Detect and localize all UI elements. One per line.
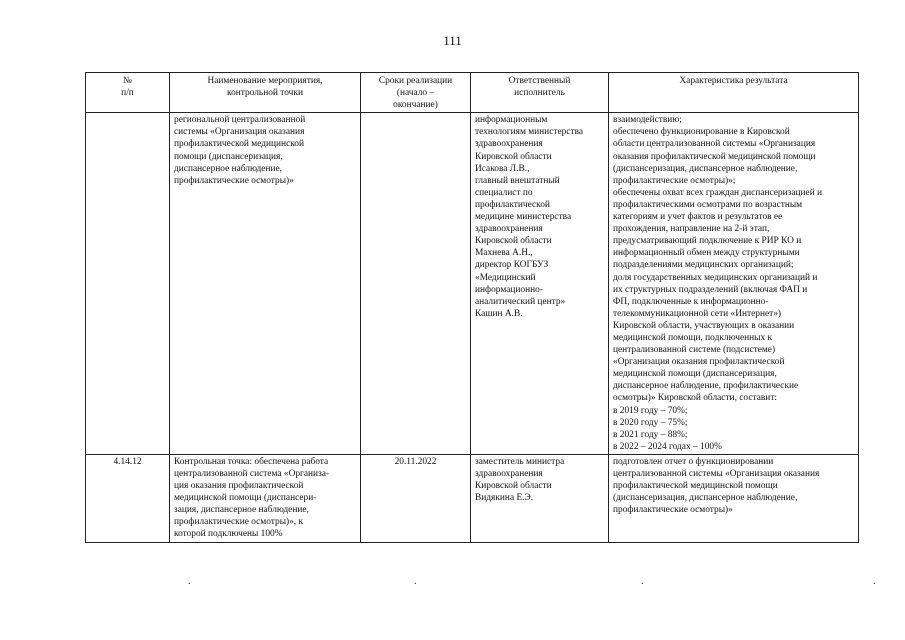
text-line: ция оказания профилактической [174,481,304,492]
text-line: оказания профилактической медицинской помощи [613,151,816,162]
text-line: Сроки реализации [378,76,453,86]
text-line: профилактические осмотры)»; [613,175,736,186]
text-line: Исакова Л.В., [475,163,530,174]
row-number [86,113,170,455]
text-line: контрольной точки [227,88,303,99]
measures-table [85,72,859,543]
text-line: которой подключены 100% [174,529,283,540]
text-line: специалист по [475,187,533,198]
text-line: информационно- [475,284,543,295]
text-line: области централизованной системы «Организация [613,139,816,150]
text-line: Наименование мероприятия, [207,76,323,86]
text-line: их структурных подразделений (включая ФАП и [613,284,808,295]
text-line: Видякина Е.Э. [475,493,534,504]
text-line: профилактической [475,199,550,210]
text-line: № [123,76,132,86]
text-line: системы «Организация оказания [174,127,305,138]
text-line: ФП, подключенные к информационно- [613,296,769,307]
text-line: диспансерное наблюдение, [174,163,282,174]
text-line: Характеристика результата [679,76,788,86]
text-line: Кировской области [475,481,552,492]
text-line: Махнева А.Н., [475,248,533,259]
text-line: взаимодействию; [613,115,682,126]
text-line: медицинской помощи (диспансери- [174,493,317,504]
table-row [86,113,859,455]
text-line: заместитель министра [475,456,565,467]
text-line: профилактической медицинской [174,139,305,150]
text-line: Контрольная точка: обеспечена работа [174,456,329,467]
responsible-executor [471,113,609,455]
text-line: информационный обмен между структурными [613,248,800,259]
text-line: помощи (диспансеризация, [174,151,283,162]
header-dates [361,73,471,113]
header-result [609,73,859,113]
text-line: категориям и учет фактов и результатов ее [613,212,783,223]
text-line: профилактическими осмотрами по возрастным [613,199,803,210]
text-line: телекоммуникационной сети «Интернет») [613,308,782,319]
measure-name [170,113,361,455]
text-line: прохождения, направление на 2-й этап, [613,224,770,235]
text-line: обеспечены охват всех граждан диспансеризацией и [613,187,823,198]
implementation-dates [361,113,471,455]
text-line: информационным [475,115,548,126]
text-line: здравоохранения [475,139,543,150]
result-description [609,454,859,542]
table-row [86,454,859,542]
text-line: региональной централизованной [174,115,306,126]
text-line: Кировской области, участвующих в оказании [613,320,795,331]
text-line: директор КОГБУЗ [475,260,549,271]
text-line: централизованной системы «Организация оказания [613,469,820,479]
result-description [609,113,859,455]
text-line: здравоохранения [475,224,543,235]
page-number: 111 [443,33,462,48]
text-line: осмотры)» Кировской области, составит: [613,393,778,404]
text-line: исполнитель [514,88,565,99]
header-executor [471,73,609,113]
text-line: (диспансеризация, диспансерное наблюдение, [613,493,798,504]
text-line: медицине министерства [475,212,572,223]
row-number: 4.14.12 [86,454,170,542]
table-header-row [86,73,859,113]
text-line: (диспансеризация, диспансерное наблюдение, [613,163,798,174]
implementation-dates: 20.11.2022 [361,454,471,542]
text-line: окончание) [393,100,438,111]
text-line: централизованной система «Организа- [174,469,330,479]
text-line: подразделениями медицинских организаций; [613,260,794,271]
text-line: Ответственный [508,76,571,86]
text-line: здравоохранения [475,469,543,479]
text-line: технологиям министерства [475,127,584,138]
text-line: медицинской помощи, подключенных к [613,332,773,343]
text-line: «Организация оказания профилактической [613,357,785,368]
text-line: доля государственных медицинских организаций и [613,272,818,283]
text-line: в 2021 году – 88%; [613,429,688,440]
text-line: профилактические осмотры)» [613,505,733,516]
text-line: профилактической медицинской помощи [613,481,778,492]
text-line: медицинской помощи (диспансеризация, [613,369,777,380]
text-line: Кировской области [475,151,552,162]
text-line: предусматривающий подключение к РИР КО и [613,236,802,247]
text-line: в 2020 году – 75%; [613,417,688,428]
text-line: централизованной системе (подсистеме) [613,345,776,356]
text-line: Кировской области [475,236,552,247]
text-line: аналитический центр» [475,296,566,307]
header-num [86,73,170,113]
responsible-executor [471,454,609,542]
text-line: профилактические осмотры)», к [174,517,304,528]
text-line: «Медицинский [475,272,536,283]
text-line: (начало – [396,88,435,99]
text-line: в 2022 – 2024 годах – 100% [613,441,722,452]
text-line: подготовлен отчет о функционировании [613,456,774,467]
text-line: п/п [121,88,134,99]
text-line: главный внештатный [475,175,560,186]
measure-name [170,454,361,542]
text-line: профилактические осмотры)» [174,175,294,186]
text-line: обеспечено функционирование в Кировской [613,127,790,138]
header-name [170,73,361,113]
text-line: Кашин А.В. [475,308,523,319]
text-line: зация, диспансерное наблюдение, [174,505,309,516]
text-line: диспансерное наблюдение, профилактические [613,381,799,392]
text-line: в 2019 году – 70%; [613,405,688,416]
